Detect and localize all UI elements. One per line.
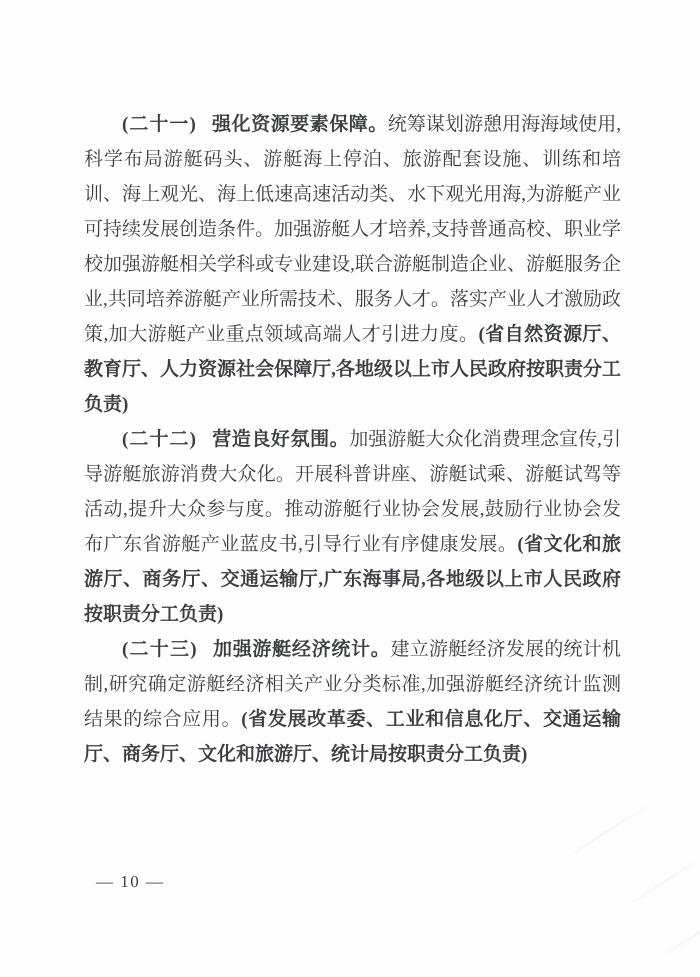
scan-streak-artifact	[656, 905, 700, 961]
section-responsibility-note: (省文化和旅游厅、商务厅、交通运输厅,广东海事局,各地级以上市人民政府按职责分工负责)	[84, 534, 621, 625]
section-title: 强化资源要素保障。	[211, 114, 388, 135]
section-responsibility-note: (省自然资源厅、教育厅、人力资源社会保障厅,各地级以上市人民政府按职责分工负责)	[84, 324, 621, 415]
scan-streak-artifact	[622, 856, 700, 909]
section-paragraph-22	[84, 422, 621, 632]
section-body-text: 统筹谋划游憩用海海域使用,科学布局游艇码头、游艇海上停泊、旅游配套设施、训练和培训、海上观光、海上低速高速活动类、水下观光用海,为游艇产业可持续发展创造条件。加强游艇人才培养,支持普通高校、职业学校加强游艇相关学科或专业建设,联合游艇制造企业、游艇服务企业,共同培养游艇产业所需技术、服务人才。落实产业人才激励政策,加大游艇产业重点领域高端人才引进力度。	[84, 114, 621, 345]
section-paragraph-21	[84, 107, 621, 422]
page-footer	[96, 872, 165, 892]
document-body	[84, 107, 621, 772]
section-number: (二十一)	[122, 114, 197, 135]
section-paragraph-23	[84, 632, 621, 772]
section-title: 加强游艇经济统计。	[212, 639, 391, 660]
section-body-text: 加强游艇大众化消费理念宣传,引导游艇旅游消费大众化。开展科普讲座、游艇试乘、游艇试驾等活动,提升大众参与度。推动游艇行业协会发展,鼓励行业协会发布广东省游艇产业蓝皮书,引导行业有序健康发展。	[84, 429, 621, 555]
section-title: 营造良好氛围。	[212, 429, 350, 450]
section-number: (二十二)	[122, 429, 197, 450]
section-number: (二十三)	[122, 639, 198, 660]
page-number: — 10 —	[96, 872, 165, 891]
section-body-text: 建立游艇经济发展的统计机制,研究确定游艇经济相关产业分类标准,加强游艇经济统计监测结果的综合应用。	[84, 639, 621, 730]
section-responsibility-note: (省发展改革委、工业和信息化厅、交通运输厅、商务厅、文化和旅游厅、统计局按职责分工负责)	[84, 709, 621, 765]
scan-streak-artifact	[554, 799, 656, 866]
